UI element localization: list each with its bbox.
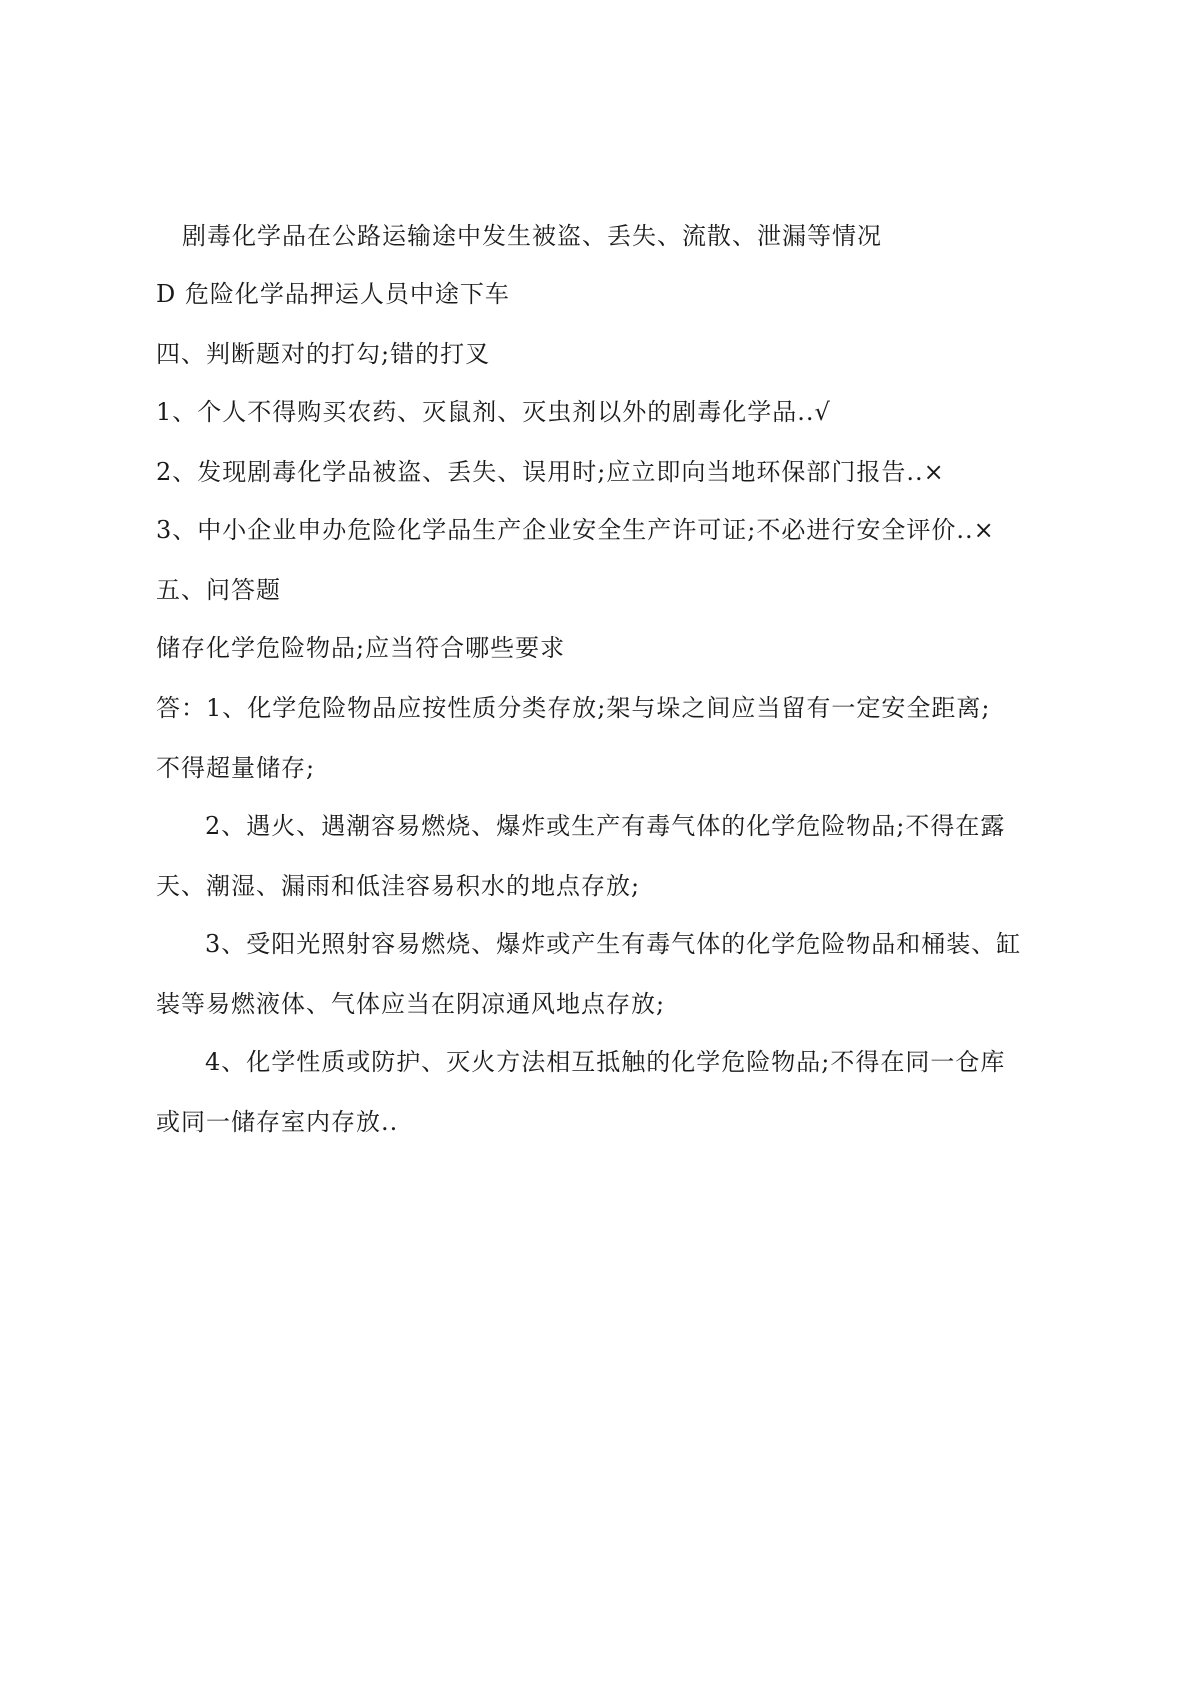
answer-line-5: 3、受阳光照射容易燃烧、爆炸或产生有毒气体的化学危险物品和桶装、缸 — [205, 930, 1022, 958]
section-heading-judgement: 四、判断题对的打勾;错的打叉 — [156, 340, 491, 368]
section-heading-qa: 五、问答题 — [156, 576, 281, 604]
answer-line-8: 或同一储存室内存放.. — [156, 1108, 399, 1136]
text-line-2: D 危险化学品押运人员中途下车 — [156, 280, 510, 308]
judgement-item-3: 3、中小企业申办危险化学品生产企业安全生产许可证;不必进行安全评价..× — [156, 516, 995, 544]
answer-line-3: 2、遇火、遇潮容易燃烧、爆炸或生产有毒气体的化学危险物品;不得在露 — [205, 812, 1006, 840]
answer-line-6: 装等易燃液体、气体应当在阴凉通风地点存放; — [156, 990, 666, 1018]
answer-line-4: 天、潮湿、漏雨和低洼容易积水的地点存放; — [156, 872, 641, 900]
answer-line-7: 4、化学性质或防护、灭火方法相互抵触的化学危险物品;不得在同一仓库 — [205, 1048, 1006, 1076]
text-line-1: 剧毒化学品在公路运输途中发生被盗、丢失、流散、泄漏等情况 — [182, 222, 882, 250]
answer-line-1: 答：1、化学危险物品应按性质分类存放;架与垛之间应当留有一定安全距离; — [156, 694, 991, 722]
judgement-item-2: 2、发现剧毒化学品被盗、丢失、误用时;应立即向当地环保部门报告..× — [156, 458, 945, 486]
answer-line-2: 不得超量储存; — [156, 754, 316, 782]
judgement-item-1: 1、个人不得购买农药、灭鼠剂、灭虫剂以外的剧毒化学品..√ — [156, 398, 831, 426]
question-text: 储存化学危险物品;应当符合哪些要求 — [156, 634, 566, 662]
